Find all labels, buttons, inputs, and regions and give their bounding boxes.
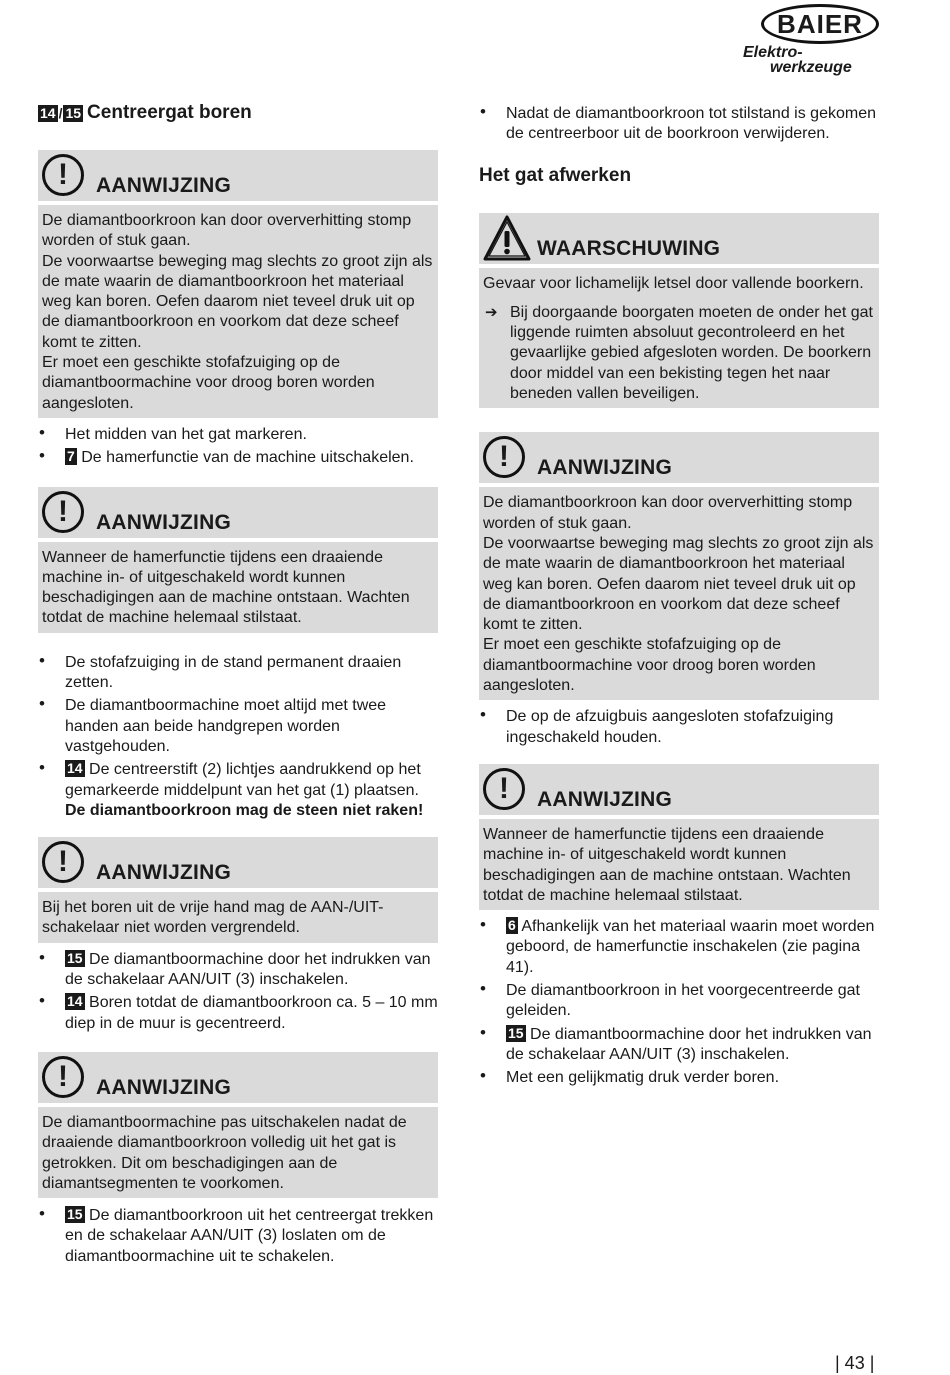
exclamation-icon: ! xyxy=(42,154,84,196)
figure-number: 15 xyxy=(508,1024,524,1041)
section-title-text: Centreergat boren xyxy=(87,102,252,123)
notice-box xyxy=(479,764,879,910)
list-item-text: De stofafzuiging in de stand permanent draaien zetten. xyxy=(65,653,402,692)
notice-text xyxy=(38,205,438,418)
figure-number: 14 xyxy=(67,760,83,777)
notice-title: AANWIJZING xyxy=(96,174,231,197)
list-item-text: De centreerstift (2) lichtjes aandrukkend op het gemarkeerde middelpunt van het gat (1) plaatsen. xyxy=(65,761,421,799)
notice-box xyxy=(38,487,438,633)
exclamation-icon: ! xyxy=(42,491,84,533)
list-item-text: De diamantboormachine moet altijd met twee handen aan beide handgrepen worden vastgehouden. xyxy=(65,697,387,755)
warning-title: WAARSCHUWING xyxy=(537,236,721,260)
notice-title: AANWIJZING xyxy=(537,787,672,811)
bullet-list xyxy=(479,104,879,145)
list-item xyxy=(479,917,879,978)
list-item-emphasis: De diamantboorkroon mag de steen niet raken! xyxy=(65,801,424,819)
warning-header xyxy=(479,213,879,264)
notice-text xyxy=(479,487,879,700)
brand-name: BAIER xyxy=(761,4,879,44)
list-item-text: Het midden van het gat markeren. xyxy=(65,425,307,443)
list-item xyxy=(38,448,438,468)
instruction-text: Bij doorgaande boorgaten moeten de onder het gat liggende ruimten absoluut gecontroleerd en het gevaarlijke gebied afgesloten worden. De boorkern door middel van een bekisting tegen het naar beneden vallen beveiligen. xyxy=(510,303,873,403)
figure-separator: / xyxy=(58,105,63,121)
list-item-text: De op de afzuigbuis aangesloten stofafzuiging ingeschakeld houden. xyxy=(506,708,834,746)
figure-number: 6 xyxy=(508,917,516,934)
exclamation-icon: ! xyxy=(42,1056,84,1098)
list-item xyxy=(38,1206,438,1267)
notice-paragraph: Wanneer de hamerfunctie tijdens een draaiende machine in- of uitgeschakeld wordt kunnen beschadigingen aan de machine ontstaan. Wachten totdat de machine helemaal stilstaat. xyxy=(42,548,410,627)
list-item xyxy=(479,707,879,748)
left-column xyxy=(38,100,438,1270)
list-item-text: Met een gelijkmatig druk verder boren. xyxy=(506,1069,780,1087)
list-item xyxy=(38,696,438,757)
page-number: | 43 | xyxy=(835,1353,875,1373)
notice-text xyxy=(38,892,438,943)
list-item xyxy=(479,1025,879,1066)
brand-subtitle-2: werkzeuge xyxy=(770,59,852,76)
list-item xyxy=(38,993,438,1034)
notice-header xyxy=(479,432,879,483)
figure-ref xyxy=(38,100,83,126)
list-item xyxy=(38,653,438,694)
notice-title: AANWIJZING xyxy=(96,861,231,885)
warning-box xyxy=(479,213,879,409)
list-item-text: De diamantboormachine door het indrukken van de schakelaar AAN/UIT (3) inschakelen. xyxy=(506,1025,872,1063)
warning-text xyxy=(479,268,879,409)
notice-text xyxy=(479,819,879,910)
notice-paragraph: Wanneer de hamerfunctie tijdens een draaiende machine in- of uitgeschakeld wordt kunnen beschadigingen aan de machine ontstaan. Wachten totdat de machine helemaal stilstaat. xyxy=(483,825,851,904)
notice-header xyxy=(38,487,438,538)
list-item xyxy=(38,760,438,821)
list-item xyxy=(479,981,879,1022)
notice-title: AANWIJZING xyxy=(96,1075,231,1099)
figure-number: 14 xyxy=(40,104,56,121)
right-column xyxy=(479,100,879,1092)
figure-number: 15 xyxy=(67,1206,83,1223)
subsection-title: Het gat afwerken xyxy=(479,164,632,186)
bullet-list xyxy=(38,425,438,469)
bullet-list xyxy=(479,707,879,748)
list-item xyxy=(479,1068,879,1088)
list-item xyxy=(38,950,438,991)
notice-box xyxy=(38,837,438,943)
bullet-list xyxy=(38,1206,438,1267)
figure-number: 15 xyxy=(65,104,82,121)
exclamation-icon: ! xyxy=(42,841,84,883)
arrow-right-icon: ➔ xyxy=(485,303,498,321)
notice-header xyxy=(479,764,879,815)
notice-paragraph: De diamantboormachine pas uitschakelen nadat de draaiende diamantboorkroon volledig uit het gat is getrokken. Dit om beschadigingen aan de diamantsegmenten te voorkomen. xyxy=(42,1113,407,1192)
notice-text xyxy=(38,1107,438,1198)
warning-triangle-icon xyxy=(483,215,531,261)
bullet-list xyxy=(479,917,879,1088)
exclamation-icon: ! xyxy=(483,768,525,810)
notice-text xyxy=(38,542,438,633)
notice-paragraph: Bij het boren uit de vrije hand mag de AAN-/UIT-schakelaar niet worden vergrendeld. xyxy=(42,899,384,937)
figure-number: 15 xyxy=(67,949,83,966)
list-item-text: De diamantboorkroon uit het centreergat trekken en de schakelaar AAN/UIT (3) loslaten om de diamantboormachine uit te schakelen. xyxy=(65,1207,434,1265)
figure-number: 7 xyxy=(67,448,75,465)
brand-subtitle-1: Elektro- xyxy=(743,44,803,61)
bullet-list xyxy=(38,653,438,821)
notice-title: AANWIJZING xyxy=(537,456,672,480)
bullet-list xyxy=(38,950,438,1034)
notice-title: AANWIJZING xyxy=(96,510,231,534)
notice-box xyxy=(479,432,879,700)
list-item-text: Boren totdat de diamantboorkroon ca. 5 – 10 mm diep in de muur is gecentreerd. xyxy=(65,994,438,1032)
list-item-text: Nadat de diamantboorkroon tot stilstand is gekomen de centreerboor uit de boorkroon verwijderen. xyxy=(506,105,876,143)
notice-header xyxy=(38,837,438,888)
warning-paragraph: Gevaar voor lichamelijk letsel door vallende boorkern. xyxy=(483,274,864,292)
notice-header xyxy=(38,150,438,201)
notice-box xyxy=(38,150,438,418)
notice-paragraph: De diamantboorkroon kan door oververhitting stomp worden of stuk gaan. De voorwaartse beweging mag slechts zo groot zijn als de mate waarin de diamantboorkroon het materiaal weg kan boren. Oefen daarom niet teveel druk uit op de diamantboorkroon en voorkom dat deze scheef komt te zitten. Er moet een geschikte stofafzuiging op de diamantboormachine voor droog boren worden aangesloten. xyxy=(42,212,433,412)
exclamation-icon: ! xyxy=(483,436,525,478)
notice-box xyxy=(38,1052,438,1198)
notice-header xyxy=(38,1052,438,1103)
notice-paragraph: De diamantboorkroon kan door oververhitting stomp worden of stuk gaan. De voorwaartse beweging mag slechts zo groot zijn als de mate waarin de diamantboorkroon het materiaal weg kan boren. Oefen daarom niet teveel druk uit op de diamantboorkroon en voorkom dat deze scheef komt te zitten. Er moet een geschikte stofafzuiging op de diamantboormachine voor droog boren worden aangesloten. xyxy=(483,494,874,695)
list-item-text: De diamantboormachine door het indrukken van de schakelaar AAN/UIT (3) inschakelen. xyxy=(65,950,431,989)
list-item-text: Afhankelijk van het materiaal waarin moet worden geboord, de hamerfunctie inschakelen (zie pagina 41). xyxy=(506,918,875,976)
list-item xyxy=(479,104,879,145)
figure-number: 14 xyxy=(67,993,83,1010)
list-item xyxy=(38,425,438,445)
list-item-text: De diamantboorkroon in het voorgecentreerde gat geleiden. xyxy=(506,982,860,1020)
section-title xyxy=(38,100,438,126)
warning-instruction xyxy=(483,303,875,404)
brand-logo xyxy=(745,4,935,82)
list-item-text: De hamerfunctie van de machine uitschakelen. xyxy=(81,449,414,467)
